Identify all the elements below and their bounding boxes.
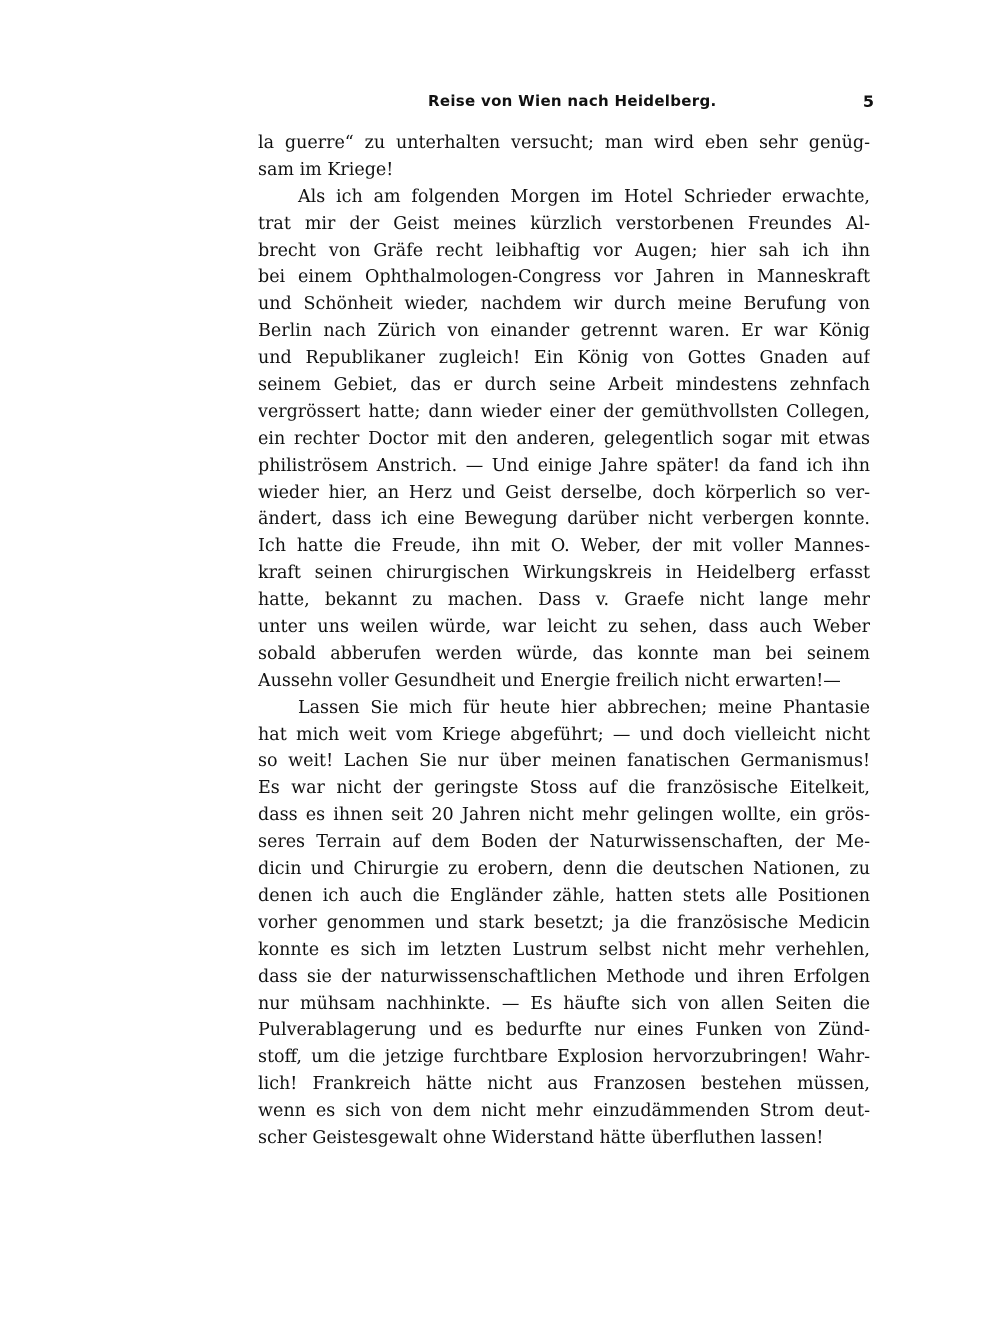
page-header	[258, 92, 874, 114]
text-line: dass es ihnen seit 20 Jahren nicht mehr gelingen wollte, ein grös-	[258, 805, 870, 826]
text-line: Aussehn voller Gesundheit und Energie freilich nicht erwarten!—	[258, 670, 841, 691]
text-line: la guerre“ zu unterhalten versucht; man wird eben sehr genüg-	[258, 133, 870, 153]
text-line: bei einem Ophthalmologen-Congress vor Jahren in Manneskraft	[258, 267, 870, 288]
text-line: hat mich weit vom Kriege abgeführt; — und doch vielleicht nicht	[258, 724, 870, 745]
text-line: hatte, bekannt zu machen. Dass v. Graefe nicht lange mehr	[258, 590, 870, 611]
text-line: denen ich auch die Engländer zähle, hatten stets alle Positionen	[258, 885, 870, 906]
page-number: 5	[862, 92, 874, 111]
text-line: unter uns weilen würde, war leicht zu sehen, dass auch Weber	[258, 617, 870, 638]
text-line: seres Terrain auf dem Boden der Naturwissenschaften, der Me-	[258, 832, 870, 853]
text-line: Es war nicht der geringste Stoss auf die französische Eitelkeit,	[258, 778, 870, 799]
text-line: kraft seinen chirurgischen Wirkungskreis in Heidelberg erfasst	[258, 563, 870, 584]
text-line: und Schönheit wieder, nachdem wir durch meine Berufung von	[258, 294, 870, 315]
text-line: Ich hatte die Freude, ihn mit O. Weber, der mit voller Mannes-	[258, 536, 870, 557]
text-line: wenn es sich von dem nicht mehr einzudämmenden Strom deut-	[258, 1101, 870, 1122]
text-line: wieder hier, an Herz und Geist derselbe, doch körperlich so ver-	[258, 482, 870, 503]
text-line: trat mir der Geist meines kürzlich verstorbenen Freundes Al-	[258, 213, 870, 234]
text-line: ein rechter Doctor mit den anderen, gelegentlich sogar mit etwas	[258, 428, 870, 449]
text-line: sam im Kriege!	[258, 159, 394, 180]
text-line: brecht von Gräfe recht leibhaftig vor Augen; hier sah ich ihn	[258, 240, 870, 261]
text-line: vorher genommen und stark besetzt; ja die französische Medicin	[258, 912, 870, 933]
text-line: und Republikaner zugleich! Ein König von Gottes Gnaden auf	[258, 348, 870, 369]
text-line: dass sie der naturwissenschaftlichen Methode und ihren Erfolgen	[258, 966, 870, 987]
text-line: seinem Gebiet, das er durch seine Arbeit mindestens zehnfach	[258, 375, 870, 396]
text-line: nur mühsam nachhinkte. — Es häufte sich von allen Seiten die	[258, 993, 870, 1014]
text-line: vergrössert hatte; dann wieder einer der gemüthvollsten Collegen,	[258, 401, 870, 422]
text-line: konnte es sich im letzten Lustrum selbst nicht mehr verhehlen,	[258, 939, 870, 960]
text-line: Lassen Sie mich für heute hier abbrechen; meine Phantasie	[298, 697, 870, 718]
text-line: so weit! Lachen Sie nur über meinen fanatischen Germanismus!	[258, 751, 870, 772]
running-title: Reise von Wien nach Heidelberg.	[428, 92, 717, 110]
text-line: ändert, dass ich eine Bewegung darüber nicht verbergen konnte.	[258, 509, 870, 530]
text-line: scher Geistesgewalt ohne Widerstand hätte überfluthen lassen!	[258, 1127, 824, 1148]
text-line: Berlin nach Zürich von einander getrennt waren. Er war König	[258, 321, 870, 342]
text-line: sobald abberufen werden würde, das konnte man bei seinem	[258, 643, 870, 664]
body-text	[258, 130, 870, 1152]
text-line: philiströsem Anstrich. — Und einige Jahre später! da fand ich ihn	[258, 455, 870, 476]
text-line: stoff, um die jetzige furchtbare Explosion hervorzubringen! Wahr-	[258, 1047, 870, 1068]
text-line: Pulverablagerung und es bedurfte nur eines Funken von Zünd-	[258, 1020, 870, 1041]
text-line: dicin und Chirurgie zu erobern, denn die deutschen Nationen, zu	[258, 859, 870, 880]
text-line: Als ich am folgenden Morgen im Hotel Schrieder erwachte,	[298, 186, 870, 207]
text-line: lich! Frankreich hätte nicht aus Franzosen bestehen müssen,	[258, 1074, 870, 1095]
